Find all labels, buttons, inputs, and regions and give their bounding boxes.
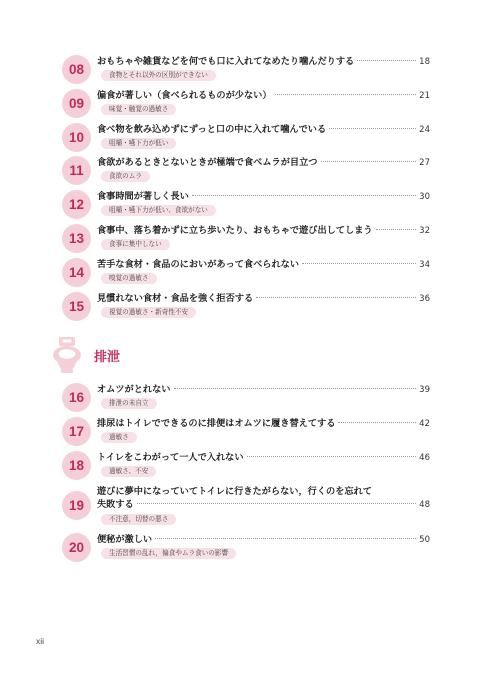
entry-page: 27 <box>419 158 430 168</box>
entry-subtitle: 生活習慣の乱れ，偏食やムラ食いの影響 <box>101 548 236 559</box>
section-heading <box>50 335 120 375</box>
entry-title: 偏食が著しい（食べられるものが少ない） <box>97 90 272 101</box>
entry-page: 50 <box>419 535 430 545</box>
entry-title: 食べ物を飲み込めずにずっと口の中に入れて噛んでいる <box>97 124 327 135</box>
entry-page: 34 <box>419 260 430 270</box>
entry-subtitle: 食欲のムラ <box>101 171 150 182</box>
entry-title: 食欲があるときとないときが極端で食べムラが目立つ <box>97 157 318 168</box>
entry-number: 14 <box>62 258 91 287</box>
entry-number: 16 <box>62 383 91 412</box>
entry-page: 46 <box>419 453 430 463</box>
entry-number: 13 <box>62 224 91 253</box>
entry-page: 30 <box>419 192 430 202</box>
entry-subtitle: 嗅覚の過敏さ <box>101 273 157 284</box>
entry-number: 10 <box>62 123 91 152</box>
entry-page: 21 <box>419 91 430 101</box>
leader-dots <box>247 456 417 457</box>
entry-number: 09 <box>62 89 91 118</box>
entry-subtitle: 排泄の未自立 <box>101 398 157 409</box>
leader-dots <box>321 161 417 162</box>
entry-number: 08 <box>62 55 91 84</box>
leader-dots <box>329 128 416 129</box>
entry-page: 32 <box>419 226 430 236</box>
entry-subtitle: 過敏さ、不安 <box>101 466 156 477</box>
leader-dots <box>256 297 416 298</box>
entry-page: 39 <box>419 385 430 395</box>
entry-title: トイレをこわがって一人で入れない <box>97 452 244 463</box>
entry-number: 17 <box>62 417 91 446</box>
entry-title: 食事中、落ち着かずに立ち歩いたり、おもちゃで遊び出してしまう <box>97 225 373 236</box>
entry-title: 苦手な食材・食品のにおいがあって食べられない <box>97 259 300 270</box>
leader-dots <box>192 195 416 196</box>
entry-title: 食事時間が著しく長い <box>97 191 189 202</box>
leader-dots <box>302 263 416 264</box>
entry-number: 12 <box>62 190 91 219</box>
leader-dots <box>174 388 417 389</box>
entry-subtitle: 過敏さ <box>101 432 137 443</box>
leader-dots <box>338 422 416 423</box>
entry-page: 42 <box>419 419 430 429</box>
entry-subtitle: 味覚・触覚の過敏さ <box>101 104 176 115</box>
entry-number: 11 <box>62 156 91 185</box>
entry-page: 36 <box>419 294 430 304</box>
entry-page: 24 <box>419 125 430 135</box>
leader-dots <box>376 229 417 230</box>
toilet-icon <box>50 335 84 375</box>
entry-subtitle: 食物とそれ以外の区別ができない <box>101 70 216 81</box>
entry-number: 18 <box>62 451 91 480</box>
entry-number: 15 <box>62 292 91 321</box>
entry-subtitle: 視覚の過敏さ・新奇性不安 <box>101 307 196 318</box>
entry-page: 48 <box>419 500 430 510</box>
entry-title: オムツがとれない <box>97 384 171 395</box>
entry-title-line1: 遊びに夢中になっていてトイレに行きたがらない，行くのを忘れて <box>97 486 372 497</box>
leader-dots <box>155 538 416 539</box>
entry-title: 排尿はトイレでできるのに排便はオムツに履き替えてする <box>97 418 336 429</box>
entry-subtitle: 不注意，切替の悪さ <box>101 514 176 525</box>
entry-title: 見慣れない食材・食品を強く拒否する <box>97 293 254 304</box>
entry-page: 18 <box>419 57 430 67</box>
entry-title: おもちゃや雑貨などを何でも口に入れてなめたり噛んだりする <box>97 56 355 67</box>
leader-dots <box>137 503 416 504</box>
entry-subtitle: 咀嚼・嚥下力が低い <box>101 138 176 149</box>
entry-title: 失敗する <box>97 499 134 510</box>
entry-number: 20 <box>62 533 91 562</box>
entry-subtitle: 食事に集中しない <box>101 239 170 250</box>
entry-title: 便秘が激しい <box>97 534 153 545</box>
entry-subtitle: 咀嚼・嚥下力が低い、食欲がない <box>101 205 216 216</box>
leader-dots <box>357 60 416 61</box>
entry-number: 19 <box>62 491 91 520</box>
leader-dots <box>275 94 417 95</box>
section-title: 排泄 <box>94 349 121 365</box>
page-folio: xii <box>36 636 45 646</box>
